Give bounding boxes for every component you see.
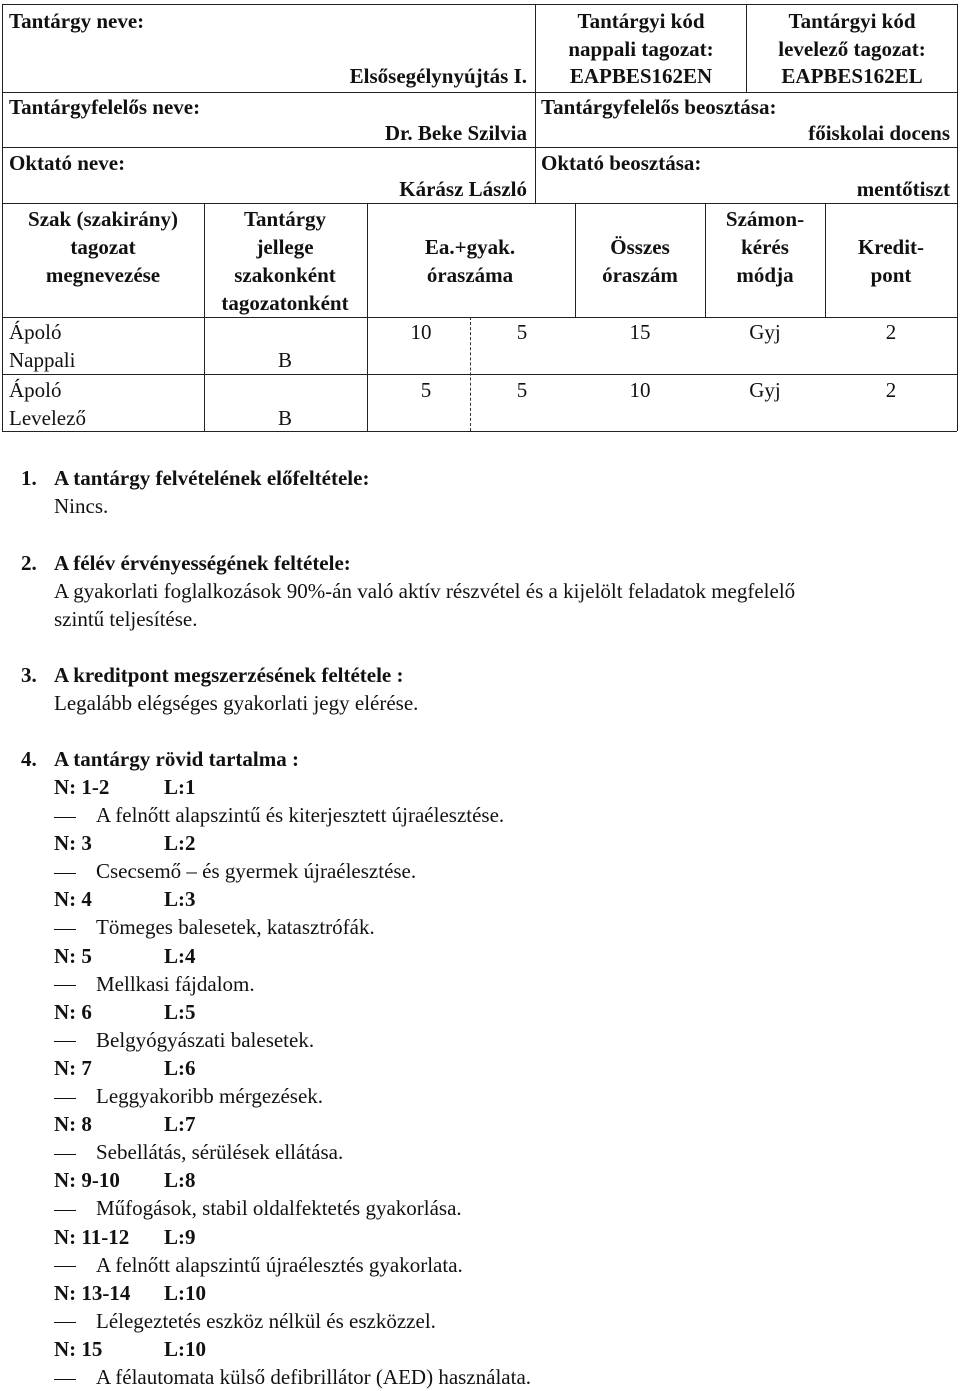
- topic-text: A felnőtt alapszintű és kiterjesztett újraélesztése.: [96, 803, 505, 827]
- week-number: N: 1-2: [54, 775, 110, 799]
- topic-text: Leggyakoribb mérgezések.: [96, 1084, 324, 1108]
- dash-bullet-icon: [54, 1041, 76, 1042]
- label-responsible-position: Tantárgyfelelős beosztása:: [541, 95, 777, 119]
- week-number: N: 9-10: [54, 1168, 120, 1193]
- code-corr-value: EAPBES162EL: [781, 64, 923, 88]
- lesson-number: L:8: [164, 1168, 196, 1193]
- topic-text: Lélegeztetés eszköz nélkül és eszközzel.: [96, 1308, 436, 1333]
- dash-bullet-icon: [54, 873, 76, 874]
- subject-name: Elsősegélynyújtás I.: [349, 64, 527, 88]
- lesson-number: L:10: [164, 1337, 206, 1361]
- lesson-number: L:1: [164, 775, 196, 799]
- topic-text: Csecsemő – és gyermek újraélesztése.: [96, 859, 417, 884]
- week-number: N: 4: [54, 887, 92, 912]
- code-corr-label-2: levelező tagozat:: [778, 37, 926, 61]
- topic: [54, 1195, 462, 1221]
- topic: [54, 1364, 531, 1390]
- week-number: N: 11-12: [54, 1224, 130, 1249]
- dash-bullet-icon: [54, 985, 76, 986]
- lesson-number: L:6: [164, 1056, 196, 1080]
- code-corr-label-1: Tantárgyi kód: [788, 9, 916, 33]
- lesson-number: L:9: [164, 1224, 196, 1249]
- responsible-position: főiskolai docens: [808, 121, 950, 145]
- label-subject-name: Tantárgy neve:: [9, 9, 145, 33]
- topic-text: A félautomata külső defibrillátor (AED) használata.: [96, 1365, 532, 1389]
- topic: [54, 971, 255, 997]
- topic: [54, 802, 504, 828]
- label-responsible: Tantárgyfelelős neve:: [9, 95, 201, 119]
- topic: [54, 1083, 323, 1109]
- instructor-position: mentőtiszt: [856, 177, 950, 201]
- lesson-number: L:4: [164, 943, 196, 968]
- code-day-value: EAPBES162EN: [569, 64, 713, 88]
- lesson-number: L:2: [164, 831, 196, 856]
- dash-bullet-icon: [54, 817, 76, 818]
- dash-bullet-icon: [54, 1266, 76, 1267]
- week-number: N: 13-14: [54, 1280, 131, 1305]
- topic-text: Belgyógyászati balesetek.: [96, 1027, 315, 1052]
- topic: [54, 1308, 436, 1334]
- topic: [54, 1139, 343, 1165]
- lesson-number: L:10: [164, 1280, 206, 1305]
- week-number: N: 3: [54, 831, 92, 856]
- lesson-number: L:3: [164, 887, 196, 912]
- responsible-name: Dr. Beke Szilvia: [384, 121, 527, 145]
- dash-bullet-icon: [54, 1098, 76, 1099]
- lesson-number: L:7: [164, 1112, 196, 1137]
- instructor-name: Kárász László: [399, 177, 527, 201]
- code-day-label-1: Tantárgyi kód: [577, 9, 705, 33]
- topic: [54, 914, 375, 940]
- week-number: N: 15: [54, 1337, 103, 1361]
- topic: [54, 858, 416, 884]
- code-day-label-2: nappali tagozat:: [568, 37, 714, 61]
- week-number: N: 5: [54, 943, 92, 968]
- week-number: N: 7: [54, 1056, 92, 1080]
- lesson-number: L:5: [164, 999, 196, 1024]
- dash-bullet-icon: [54, 929, 76, 930]
- label-instructor: Oktató neve:: [9, 151, 126, 175]
- dash-bullet-icon: [54, 1210, 76, 1211]
- dash-bullet-icon: [54, 1379, 76, 1380]
- label-instructor-position: Oktató beosztása:: [541, 151, 702, 175]
- dash-bullet-icon: [54, 1322, 76, 1323]
- topic-text: Sebellátás, sérülések ellátása.: [96, 1140, 344, 1165]
- topic: [54, 1252, 463, 1278]
- topic-text: Tömeges balesetek, katasztrófák.: [96, 915, 375, 940]
- topic: [54, 1027, 314, 1053]
- week-number: N: 8: [54, 1112, 92, 1137]
- week-number: N: 6: [54, 999, 92, 1024]
- dash-bullet-icon: [54, 1154, 76, 1155]
- topic-text: Mellkasi fájdalom.: [96, 971, 255, 996]
- topic-text: Műfogások, stabil oldalfektetés gyakorlása.: [96, 1196, 462, 1221]
- topic-text: A felnőtt alapszintű újraélesztés gyakorlata.: [96, 1252, 463, 1277]
